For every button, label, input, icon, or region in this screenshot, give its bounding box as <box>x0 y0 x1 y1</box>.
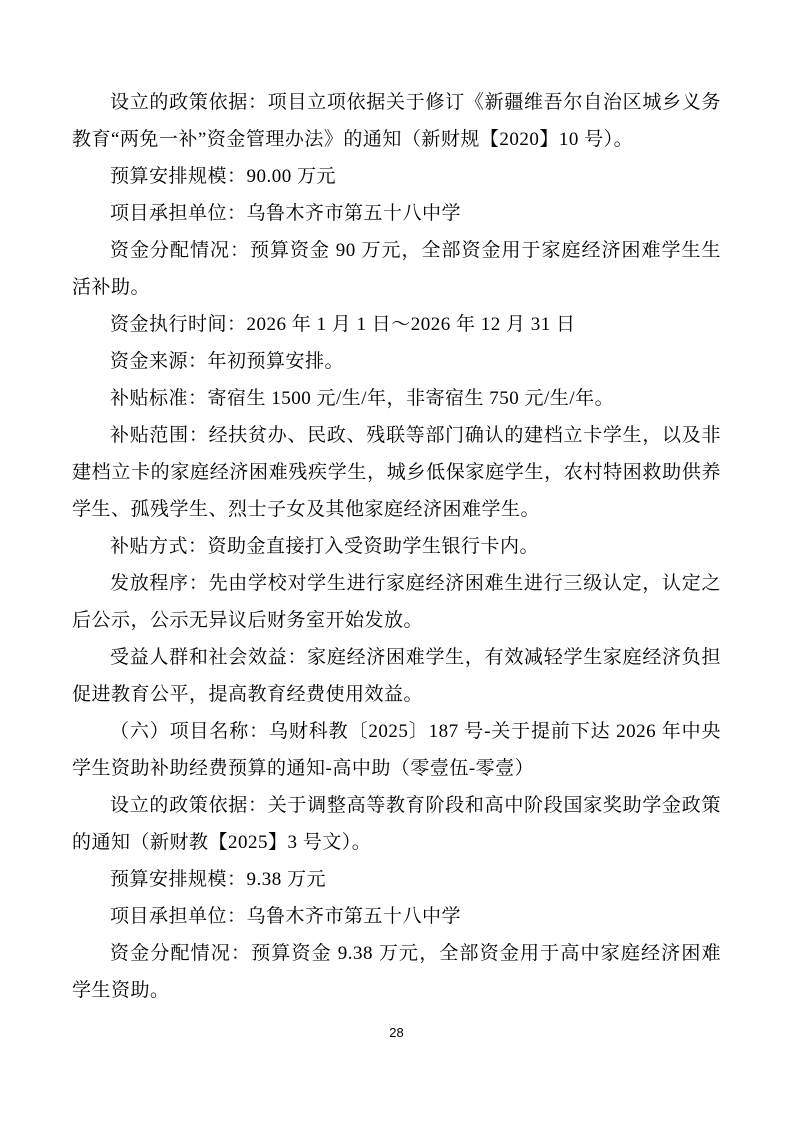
paragraph-project-name-6: （六）项目名称：乌财科教〔2025〕187 号-关于提前下达 2026 年中央学生资助补助经费预算的通知-高中助（零壹伍-零壹） <box>72 721 721 779</box>
paragraph-subsidy-standard: 补贴标准：寄宿生 1500 元/生/年，非寄宿生 750 元/生/年。 <box>110 388 615 409</box>
document-body <box>72 84 721 1009</box>
paragraph-fund-source: 资金来源：年初预算安排。 <box>110 351 345 372</box>
paragraph-subsidy-scope: 补贴范围：经扶贫办、民政、残联等部门确认的建档立卡学生，以及非建档立卡的家庭经济困难残疾学生，城乡低保家庭学生，农村特困救助供养学生、孤残学生、烈士子女及其他家庭经济困难学生。 <box>72 425 721 520</box>
paragraph-beneficiaries-benefit: 受益人群和社会效益：家庭经济困难学生，有效减轻学生家庭经济负担促进教育公平，提高教育经费使用效益。 <box>72 647 721 705</box>
page-number: 28 <box>389 1025 404 1040</box>
paragraph-subsidy-method: 补贴方式：资助金直接打入受资助学生银行卡内。 <box>110 536 540 557</box>
page-footer <box>0 1024 793 1042</box>
paragraph-execution-time: 资金执行时间：2026 年 1 月 1 日～2026 年 12 月 31 日 <box>110 314 576 335</box>
paragraph-fund-allocation-1: 资金分配情况：预算资金 90 万元，全部资金用于家庭经济困难学生生活补助。 <box>72 240 721 298</box>
paragraph-policy-basis-2: 设立的政策依据：关于调整高等教育阶段和高中阶段国家奖助学金政策的通知（新财教【2025】3 号文）。 <box>72 795 721 853</box>
paragraph-policy-basis-1: 设立的政策依据：项目立项依据关于修订《新疆维吾尔自治区城乡义务教育“两免一补”资金管理办法》的通知（新财规【2020】10 号）。 <box>72 92 721 150</box>
paragraph-budget-scale-1: 预算安排规模：90.00 万元 <box>110 166 337 187</box>
paragraph-budget-scale-2: 预算安排规模：9.38 万元 <box>110 869 327 890</box>
paragraph-undertaking-unit-2: 项目承担单位：乌鲁木齐市第五十八中学 <box>110 906 462 927</box>
paragraph-undertaking-unit-1: 项目承担单位：乌鲁木齐市第五十八中学 <box>110 203 462 224</box>
paragraph-distribution-procedure: 发放程序：先由学校对学生进行家庭经济困难生进行三级认定，认定之后公示，公示无异议后财务室开始发放。 <box>72 573 721 631</box>
paragraph-fund-allocation-2: 资金分配情况：预算资金 9.38 万元，全部资金用于高中家庭经济困难学生资助。 <box>72 943 721 1001</box>
